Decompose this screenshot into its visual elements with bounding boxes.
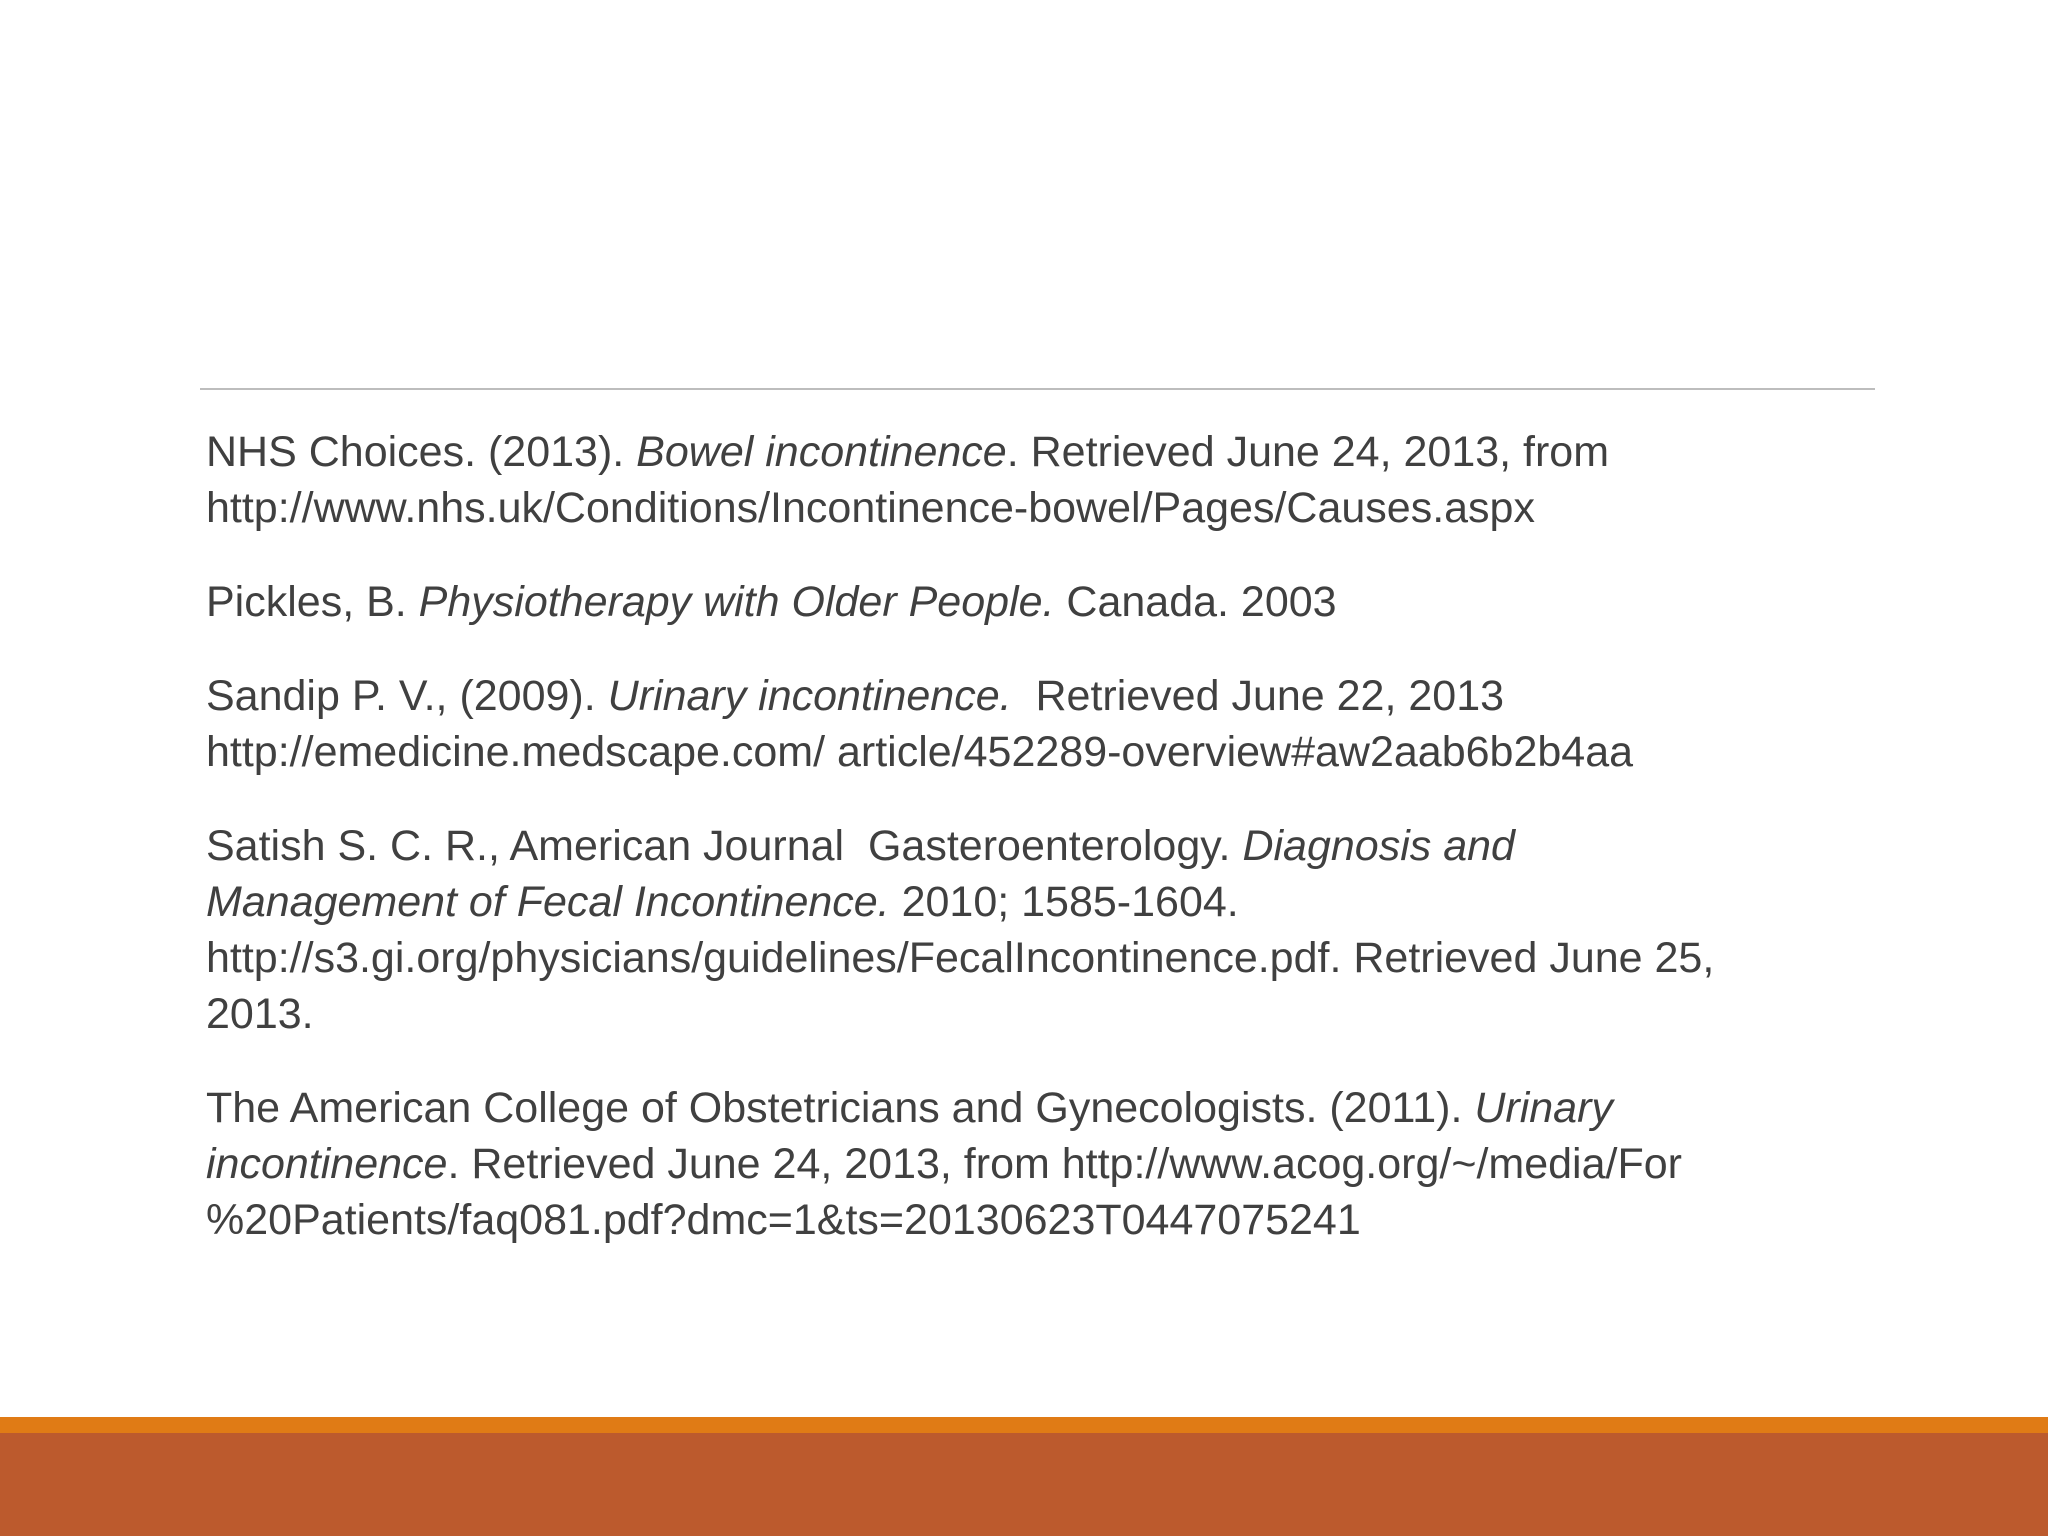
reference-line xyxy=(206,930,1886,986)
reference-line xyxy=(206,668,1886,724)
reference-entry xyxy=(206,574,1886,630)
reference-line xyxy=(206,480,1886,536)
reference-entry xyxy=(206,1080,1886,1248)
reference-text: Canada. 2003 xyxy=(1054,578,1337,626)
reference-line xyxy=(206,1136,1886,1192)
reference-text: 2010; 1585-1604. xyxy=(889,878,1239,926)
reference-line xyxy=(206,1192,1886,1248)
reference-text: The American College of Obstetricians and Gynecologists. (2011). xyxy=(206,1084,1475,1132)
reference-line xyxy=(206,1080,1886,1136)
reference-line xyxy=(206,874,1886,930)
reference-text: . Retrieved June 24, 2013, from xyxy=(1006,428,1610,476)
reference-text: http://www.nhs.uk/Conditions/Incontinence-bowel/Pages/Causes.aspx xyxy=(206,484,1535,532)
title-divider xyxy=(200,388,1875,390)
reference-italic-text: Urinary incontinence. xyxy=(607,672,1012,720)
reference-text: Satish S. C. R., American Journal Gasteroenterology. xyxy=(206,822,1243,870)
reference-text: NHS Choices. (2013). xyxy=(206,428,637,476)
reference-text: %20Patients/faq081.pdf?dmc=1&ts=20130623T0447075241 xyxy=(206,1196,1361,1244)
footer-accent-bar-thick xyxy=(0,1433,2048,1536)
reference-entry xyxy=(206,818,1886,1042)
reference-italic-text: Bowel incontinence xyxy=(636,428,1007,476)
reference-line xyxy=(206,424,1886,480)
reference-text: http://s3.gi.org/physicians/guidelines/FecalIncontinence.pdf. Retrieved June 25, xyxy=(206,934,1715,982)
reference-text: http://emedicine.medscape.com/ article/452289-overview#aw2aab6b2b4aa xyxy=(206,728,1634,776)
reference-entry xyxy=(206,424,1886,536)
reference-text: Retrieved June 22, 2013 xyxy=(1011,672,1505,720)
footer-accent-bar-thin xyxy=(0,1417,2048,1433)
reference-list xyxy=(206,424,1886,1286)
reference-line xyxy=(206,724,1886,780)
reference-line xyxy=(206,574,1886,630)
reference-italic-text: incontinence xyxy=(206,1140,448,1188)
reference-italic-text: Management of Fecal Incontinence. xyxy=(206,878,890,926)
reference-text: 2013. xyxy=(206,990,314,1038)
reference-line xyxy=(206,818,1886,874)
reference-italic-text: Urinary xyxy=(1474,1084,1613,1132)
reference-text: Sandip P. V., (2009). xyxy=(206,672,608,720)
reference-italic-text: Physiotherapy with Older People. xyxy=(418,578,1055,626)
reference-text: . Retrieved June 24, 2013, from http://www.acog.org/~/media/For xyxy=(447,1140,1682,1188)
reference-line xyxy=(206,986,1886,1042)
reference-italic-text: Diagnosis and xyxy=(1242,822,1515,870)
reference-text: Pickles, B. xyxy=(206,578,419,626)
reference-entry xyxy=(206,668,1886,780)
